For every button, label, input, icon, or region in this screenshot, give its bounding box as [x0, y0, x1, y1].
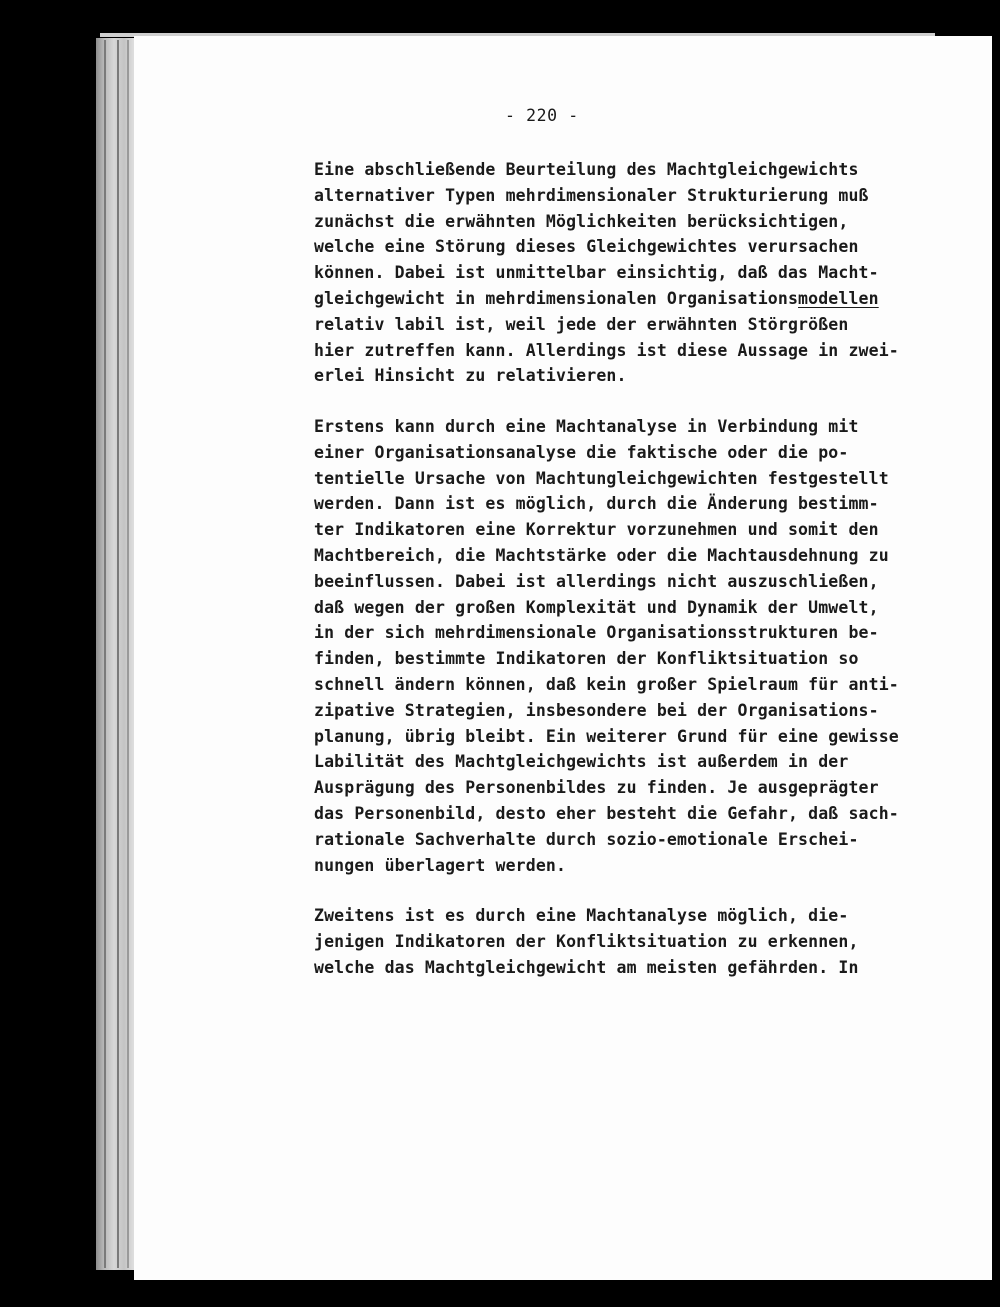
paragraph-2: [314, 414, 914, 878]
text-line: [314, 286, 914, 312]
page-edge-line: [127, 40, 129, 1268]
text-line: beeinflussen. Dabei ist allerdings nicht auszuschließen,: [314, 571, 879, 591]
text-line: welche das Machtgleichgewicht am meisten gefährden. In: [314, 957, 859, 977]
text-line: jenigen Indikatoren der Konfliktsituation zu erkennen,: [314, 931, 859, 951]
paragraph-1: [314, 157, 914, 389]
text-line: alternativer Typen mehrdimensionaler Strukturierung muß: [314, 185, 869, 205]
text-line: zunächst die erwähnten Möglichkeiten berücksichtigen,: [314, 211, 849, 231]
text-line: Eine abschließende Beurteilung des Machtgleichgewichts: [314, 160, 859, 179]
text-line: nungen überlagert werden.: [314, 855, 567, 875]
text-line: ter Indikatoren eine Korrektur vorzunehmen und somit den: [314, 520, 879, 540]
text-line: zipative Strategien, insbesondere bei der Organisations-: [314, 700, 879, 720]
page-edge-line: [104, 40, 106, 1268]
page-edge-line: [117, 40, 119, 1268]
text-line: das Personenbild, desto eher besteht die Gefahr, daß sach-: [314, 803, 899, 823]
text-segment: gleichgewicht in mehrdimensionalen Organisations: [314, 288, 799, 308]
text-line: hier zutreffen kann. Allerdings ist diese Aussage in zwei-: [314, 340, 899, 360]
text-line: können. Dabei ist unmittelbar einsichtig, daß das Macht-: [314, 263, 879, 283]
text-line: schnell ändern können, daß kein großer Spielraum für anti-: [314, 674, 899, 694]
text-line: welche eine Störung dieses Gleichgewichtes verursachen: [314, 237, 859, 257]
text-line: finden, bestimmte Indikatoren der Konfliktsituation so: [314, 649, 859, 669]
text-line: einer Organisationsanalyse die faktische oder die po-: [314, 442, 849, 462]
text-line: tentielle Ursache von Machtungleichgewichten festgestellt: [314, 468, 889, 488]
text-line: werden. Dann ist es möglich, durch die Änderung bestimm-: [314, 494, 879, 514]
text-line: Erstens kann durch eine Machtanalyse in Verbindung mit: [314, 417, 859, 436]
text-line: daß wegen der großen Komplexität und Dynamik der Umwelt,: [314, 597, 879, 617]
text-line: Zweitens ist es durch eine Machtanalyse möglich, die-: [314, 906, 849, 925]
text-line: Machtbereich, die Machtstärke oder die Machtausdehnung zu: [314, 545, 889, 565]
page-number: - 220 -: [505, 106, 579, 125]
text-line: rationale Sachverhalte durch sozio-emotionale Erschei-: [314, 829, 859, 849]
text-line: Ausprägung des Personenbildes zu finden. Je ausgeprägter: [314, 778, 879, 798]
text-line: erlei Hinsicht zu relativieren.: [314, 366, 627, 386]
text-line: Labilität des Machtgleichgewichts ist außerdem in der: [314, 752, 849, 772]
text-line: relativ labil ist, weil jede der erwähnten Störgrößen: [314, 314, 849, 334]
text-line: in der sich mehrdimensionale Organisationsstrukturen be-: [314, 623, 879, 643]
text-line: planung, übrig bleibt. Ein weiterer Grund für eine gewisse: [314, 726, 899, 746]
page-stack-edge: [96, 38, 136, 1270]
paragraph-3: [314, 903, 914, 980]
underlined-word: modellen: [798, 288, 879, 308]
